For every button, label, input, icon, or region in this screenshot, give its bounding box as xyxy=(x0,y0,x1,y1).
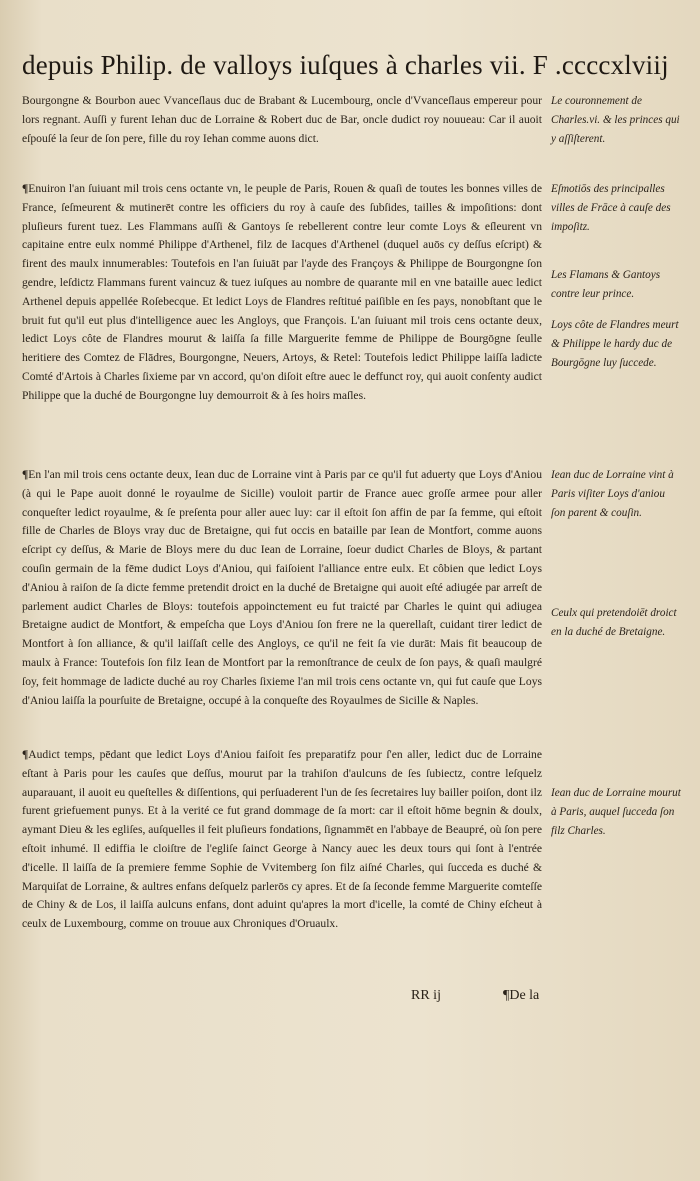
paragraph-1 xyxy=(22,92,542,148)
paragraph-text: Bourgongne & Bourbon auec Vvanceſlaus duc de Brabant & Lucembourg, oncle d'Vvanceſlaus empereur pour lors regnant. Auſſi y furent Iehan duc de Lorraine & Robert duc de Bar, oncle dudict roy nouueau: Car il auoit eſpouſé la ſeur de ſon pere, fille du roy Iehan comme auons dict. xyxy=(22,94,542,145)
running-header: depuis Philip. de valloys iuſques à charles vii. F .ccccxlviij xyxy=(22,50,669,80)
marginal-note-claimants-brittany: Ceulx qui pretendoiēt droict en la duché de Bretaigne. xyxy=(551,607,677,638)
paragraph-text: En l'an mil trois cens octante deux, Iean duc de Lorraine vint à Paris par ce qu'il fut aduerty que Loys d'Aniou (à qui le Pape auoit donné le royaulme de Sicille) vouloit partir de France auec groſſe armee pour aller conqueſter ledict royaulme, & ſe preſenta pour aller auec luy: car il eſtoit ſon affin de par ſa femme, qui eſtoit fille de Charles de Bloys vray duc de Bretaigne, qui fut occis en bataille par Iean de Montfort, comme auons eſcript cy deſſus, & Marie de Bloys mere du duc Iean de Lorraine, ſoeur dudict Charles de Bloys, & partant couſin germain de la fēme dudict Loys d'Aniou, qui faiſoient l'alliance entre eulx. Et côbien que ledict Loys d'Aniou à raiſon de ſa dicte femme pretendit droict en la duché de Bretaigne qui auoit eſté adiugée par arreſt de parlement audict Charles de Bloys: toutefois appoinctement eu fut traicté par Charles le quint qui adiugea Bretaigne audict de Montfort, & empeſcha que Loys d'Aniou ſon frere ne la querellaſt, cuidant tirer ledict de Montfort à ſon alliance, & qu'il laiſſaſt celle des Angloys, ce qu'il ne feit ſa vie durāt: Mais fit beaucoup de maulx à France: Toutefois ſon filz Iean de Montfort par la remonſtrance de ceulx de ſon pays, & quaſi maulgré ſoy, feit hommage de ladicte duché au roy Charles ſixieme l'an mil trois cens octante vn, qui fut cauſe que Loys d'Aniou laiſſa la pourſuite de Bretaigne, occupé à la conqueſte des Royaulmes de Sicille & Naples. xyxy=(22,468,542,707)
marginal-note-death-of-duke: Iean duc de Lorraine mourut à Paris, auquel ſucceda ſon filz Charles. xyxy=(551,787,681,837)
marginal-note-coronation: Le couronnement de Charles.vi. & les princes qui y aſſiſterent. xyxy=(551,95,680,145)
marginal-note-uprisings: Eſmotiōs des principalles villes de Frāce à cauſe des impoſitz. xyxy=(551,183,671,233)
paragraph-text: Audict temps, pēdant que ledict Loys d'Aniou faiſoit ſes preparatifz pour ſ'en aller, ledict duc de Lorraine eſtant à Paris pour les cauſes que deſſus, mourut par la trahiſon d'aulcuns de ſes ſubiectz, contre leſquelz auparauant, il auoit eu queſtelles & diſſentions, qui perſuaderent l'un de ſes ſecretaires luy bailler poiſon, dont ilz furent griefuement punys. Et à la verité ce fut grand dommage de ſa mort: car il eſtoit hōme begnin & doulx, aymant Dieu & les egliſes, auſquelles il feit pluſieurs fondations, ſignammēt en l'abbaye de Beaupré, où ſon pere eſtoit inhumé. Il ediffia le cloiſtre de l'egliſe ſainct George à Nancy auec les deux tours qui ſont à l'entrée d'icelle. Il laiſſa de ſa premiere femme Sophie de Vvitemberg ſon filz aiſné Charles, qui ſucceda es duché & Marquiſat de Lorraine, & aultres enfans deſquelz parlerōs cy apres. Et de ſa ſeconde femme Marguerite comteſſe de Chiny & de Los, il laiſſa aulcuns enfans, dont aduint qu'apres la mort d'icelle, la comté de Chiny eſcheut à ceulx de Luxembourg, comme on trouue aux Chroniques d'Oruaulx. xyxy=(22,748,542,931)
marginal-note-flemings: Les Flamans & Gantoys contre leur prince. xyxy=(551,269,661,300)
pilcrow-mark: ¶ xyxy=(22,468,29,481)
pilcrow-mark: ¶ xyxy=(22,182,29,195)
marginal-note-count-of-flanders: Loys côte de Flandres meurt & Philippe le hardy duc de Bourgōgne luy ſuccede. xyxy=(551,319,679,369)
paragraph-2 xyxy=(22,180,542,406)
paragraph-3 xyxy=(22,466,542,710)
paragraph-4 xyxy=(22,746,542,934)
signature-mark: RR ij xyxy=(411,988,441,1003)
catchword: ¶De la xyxy=(503,988,540,1003)
pilcrow-mark: ¶ xyxy=(22,748,29,761)
paragraph-text: Enuiron l'an ſuiuant mil trois cens octante vn, le peuple de Paris, Rouen & quaſi de toutes les bonnes villes de France, ſeſmeurent & mutinerēt contre les officiers du roy à cauſe des ſubſides, tailles & impoſitions: dont pluſieurs furent tuez. Les Flammans auſſi & Gantoys ſe rebellerent contre leur comte Loys & eſleurent vn capitaine entre eulx nommé Philippe d'Arthenel, filz de Iacques d'Arthenel (duquel auōs cy deſſus eſcript) & firent des maulx innumerables: Toutefois en l'an ſuiuāt par l'ayde des Françoys & Philippe de Bourgongne ſon gendre, leſdictz Flammans furent vaincuz & tuez iuſques au nombre de quarante mil en vne bataille auec ledict Arthenel depuis appellée Roſebecque. Et ledict Loys de Flandres reſtitué paiſible en ſes pays, nonobſtant que le bruit fut qu'il eut plus d'intelligence auec les Angloys, que François. L'an ſuiuant mil trois cens octante deux, ledict Loys côte de Flandres mourut & laiſſa ſa fille Marguerite femme de Philippe de Bourgōgne ſeulle heritiere des Comtez de Flādres, Bourgongne, Neuers, Artoys, & Retel: Toutefois ledict Philippe laiſſa ladicte Comté d'Artois à Charles ſixieme par vn accord, qu'on diſoit eſtre auec le deffunct roy, qui auoit conſenty audict Philippe que la duché de Bourgongne luy demourroit & à ſes hoirs maſles. xyxy=(22,182,542,402)
marginal-note-duke-of-lorraine: Iean duc de Lorraine vint à Paris viſiter Loys d'aniou ſon parent & couſin. xyxy=(551,469,674,519)
